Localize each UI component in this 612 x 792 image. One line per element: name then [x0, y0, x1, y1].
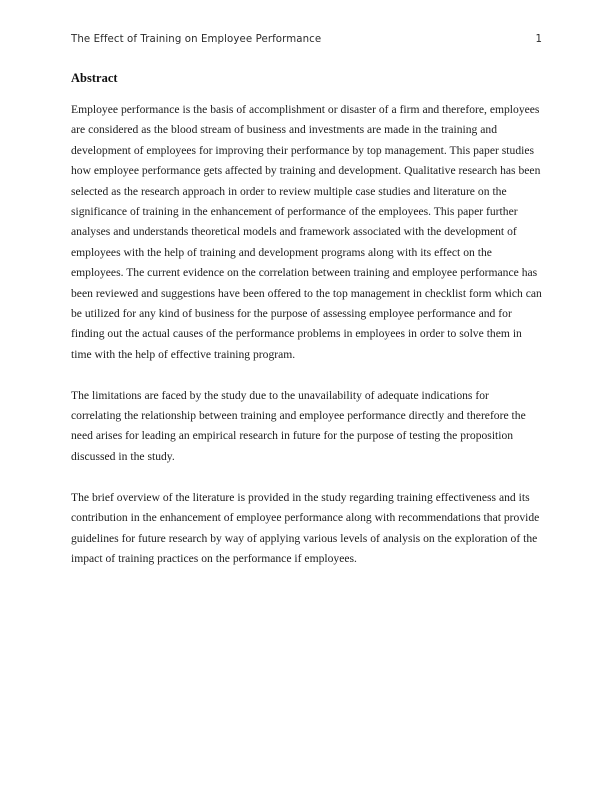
- abstract-paragraph: The limitations are faced by the study due to the unavailability of adequate indications for correlating the relationship between training and employee performance directly and therefore the need arises for leading an empirical research in future for the purpose of testing the proposition discussed in the study.: [71, 388, 526, 463]
- section-heading-abstract: Abstract: [71, 71, 118, 85]
- page-number: 1: [535, 34, 542, 45]
- abstract-body: [71, 100, 542, 569]
- running-header: [71, 33, 542, 49]
- abstract-paragraph: The brief overview of the literature is provided in the study regarding training effectiveness and its contribution in the enhancement of employee performance along with recommendations that provide guidelines for future research by way of applying various levels of analysis on the exploration of the impact of training practices on the performance if employees.: [71, 490, 540, 565]
- document-content: [71, 70, 542, 569]
- running-header-title: The Effect of Training on Employee Performance: [71, 34, 322, 45]
- abstract-paragraph: Employee performance is the basis of accomplishment or disaster of a firm and therefore, employees are considered as the blood stream of business and investments are made in the training and development of employees for improving their performance by top management. This paper studies how employee performance gets affected by training and development. Qualitative research has been selected as the research approach in order to review multiple case studies and literature on the significance of training in the enhancement of performance of the employees. This paper further analyses and understands theoretical models and framework associated with the development of employees with the help of training and development programs along with its effect on the employees. The current evidence on the correlation between training and employee performance has been reviewed and suggestions have been offered to the top management in checklist form which can be utilized for any kind of business for the purpose of assessing employee performance and for finding out the actual causes of the performance problems in employees in order to solve them in time with the help of effective training program.: [71, 103, 542, 361]
